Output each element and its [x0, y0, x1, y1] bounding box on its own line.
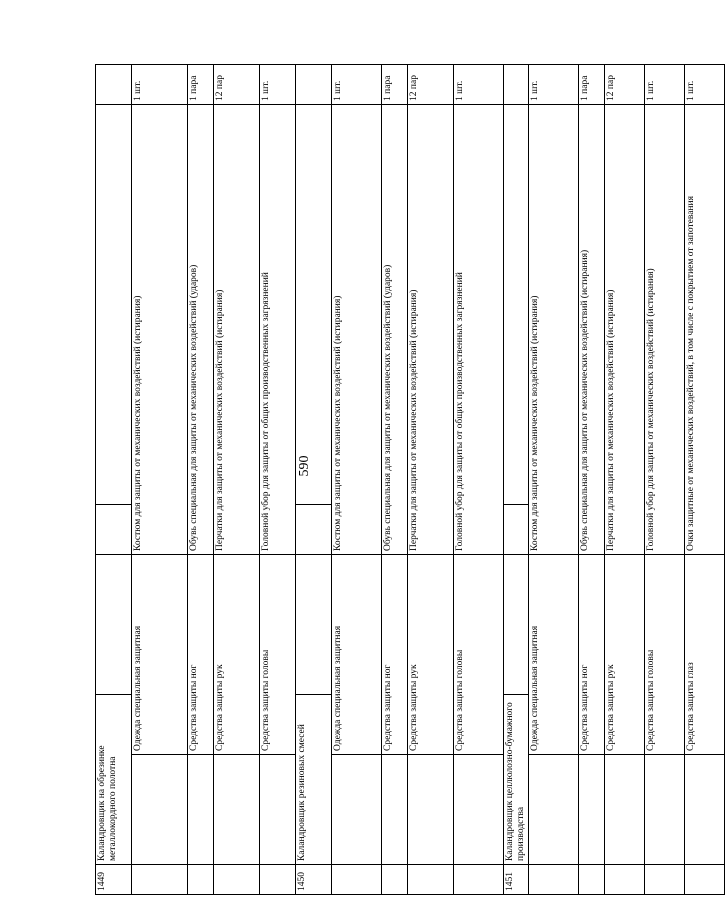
ppe-name: Костюм для защиты от механических воздействий (истирания): [132, 104, 188, 554]
empty-cell: [408, 755, 454, 865]
empty-cell: [529, 865, 579, 895]
table-row: [454, 64, 504, 894]
empty-cell: [214, 755, 260, 865]
table-row: [529, 64, 579, 894]
table-row: [188, 64, 214, 894]
empty-cell: [132, 865, 188, 895]
ppe-name: Обувь специальная для защиты от механических воздействий (ударов): [188, 104, 214, 554]
ppe-name: Головной убор для защиты от общих производственных загрязнений: [260, 104, 296, 554]
ppe-type: Средства защиты рук: [408, 554, 454, 754]
ppe-name: Очки защитные от механических воздействий, в том числе с покрытием от запотевания: [685, 104, 725, 554]
table-row: [408, 64, 454, 894]
empty-cell: [645, 865, 685, 895]
ppe-quantity: 1 шт.: [332, 64, 382, 104]
ppe-name: Головной убор для защиты от общих производственных загрязнений: [454, 104, 504, 554]
ppe-quantity: 1 пара: [382, 64, 408, 104]
ppe-quantity: 1 шт.: [260, 64, 296, 104]
empty-cell: [605, 755, 645, 865]
empty-cell: [296, 64, 332, 104]
table-row: [605, 64, 645, 894]
empty-cell: [382, 755, 408, 865]
empty-cell: [504, 104, 529, 504]
ppe-name: Обувь специальная для защиты от механических воздействий (ударов): [382, 104, 408, 554]
ppe-type: Одежда специальная защитная: [132, 554, 188, 754]
empty-cell: [96, 64, 132, 104]
empty-cell: [296, 504, 332, 554]
table-row: [332, 64, 382, 894]
empty-cell: [382, 865, 408, 895]
ppe-quantity: 1 шт.: [645, 64, 685, 104]
ppe-type: Одежда специальная защитная: [529, 554, 579, 754]
table-row: [685, 64, 725, 894]
ppe-name: Костюм для защиты от механических воздействий (истирания): [332, 104, 382, 554]
table-row: [645, 64, 685, 894]
ppe-name: Перчатки для защиты от механических воздействий (истирания): [408, 104, 454, 554]
empty-cell: [454, 755, 504, 865]
group-header-row: [504, 64, 529, 894]
empty-cell: [685, 755, 725, 865]
table-row: [382, 64, 408, 894]
empty-cell: [188, 755, 214, 865]
empty-cell: [579, 865, 605, 895]
table-row: [132, 64, 188, 894]
empty-cell: [504, 554, 529, 694]
group-header-row: [96, 64, 132, 894]
empty-cell: [132, 755, 188, 865]
profession-name: Каландровщик целлюлозно-бумажного производства: [504, 694, 529, 864]
empty-cell: [188, 865, 214, 895]
group-number: 1449: [96, 865, 132, 895]
ppe-name: Перчатки для защиты от механических воздействий (истирания): [605, 104, 645, 554]
empty-cell: [579, 755, 605, 865]
empty-cell: [529, 755, 579, 865]
empty-cell: [296, 104, 332, 504]
group-header-row: [296, 64, 332, 894]
ppe-type: Одежда специальная защитная: [332, 554, 382, 754]
ppe-name: Головной убор для защиты от механических воздействий (истирания): [645, 104, 685, 554]
empty-cell: [504, 64, 529, 104]
empty-cell: [96, 504, 132, 554]
empty-cell: [332, 865, 382, 895]
empty-cell: [96, 554, 132, 694]
ppe-quantity: 1 пара: [188, 64, 214, 104]
group-number: 1450: [296, 865, 332, 895]
ppe-type: Средства защиты ног: [382, 554, 408, 754]
ppe-type: Средства защиты глаз: [685, 554, 725, 754]
ppe-quantity: 1 шт.: [529, 64, 579, 104]
empty-cell: [214, 865, 260, 895]
empty-cell: [685, 865, 725, 895]
ppe-type: Средства защиты рук: [214, 554, 260, 754]
empty-cell: [260, 755, 296, 865]
ppe-type: Средства защиты головы: [645, 554, 685, 754]
empty-cell: [504, 504, 529, 554]
ppe-quantity: 12 пар: [605, 64, 645, 104]
ppe-type: Средства защиты ног: [188, 554, 214, 754]
empty-cell: [408, 865, 454, 895]
profession-name: Каландровщик резиновых смесей: [296, 694, 332, 864]
ppe-norms-table: [95, 64, 725, 895]
ppe-name: Обувь специальная для защиты от механических воздействий (истирания): [579, 104, 605, 554]
ppe-quantity: 12 пар: [408, 64, 454, 104]
page-number: 590: [297, 455, 312, 477]
group-number: 1451: [504, 865, 529, 895]
ppe-name: Костюм для защиты от механических воздействий (истирания): [529, 104, 579, 554]
empty-cell: [645, 755, 685, 865]
empty-cell: [605, 865, 645, 895]
table-row: [214, 64, 260, 894]
ppe-type: Средства защиты головы: [454, 554, 504, 754]
empty-cell: [96, 104, 132, 504]
ppe-quantity: 1 шт.: [454, 64, 504, 104]
ppe-quantity: 1 шт.: [685, 64, 725, 104]
ppe-type: Средства защиты головы: [260, 554, 296, 754]
table-row: [579, 64, 605, 894]
empty-cell: [296, 554, 332, 694]
empty-cell: [260, 865, 296, 895]
empty-cell: [454, 865, 504, 895]
ppe-type: Средства защиты рук: [605, 554, 645, 754]
ppe-quantity: 12 пар: [214, 64, 260, 104]
ppe-name: Перчатки для защиты от механических воздействий (истирания): [214, 104, 260, 554]
ppe-quantity: 1 шт.: [132, 64, 188, 104]
ppe-quantity: 1 пара: [579, 64, 605, 104]
table-row: [260, 64, 296, 894]
profession-name: Каландровщик на обрезинке металлокордного полотна: [96, 694, 132, 864]
ppe-type: Средства защиты ног: [579, 554, 605, 754]
empty-cell: [332, 755, 382, 865]
